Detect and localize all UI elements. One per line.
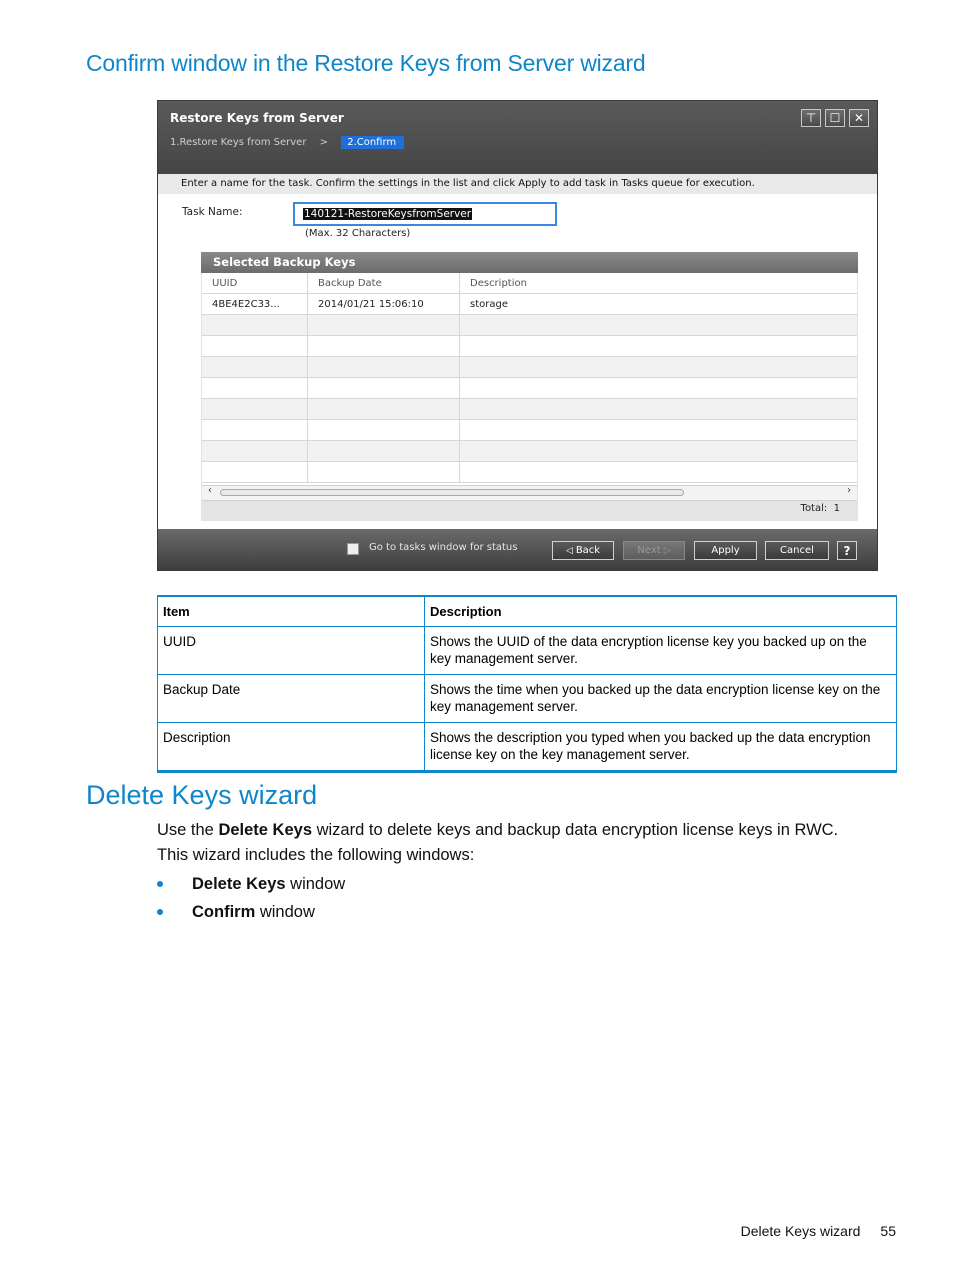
backup-keys-grid [202, 273, 857, 485]
window-body [158, 174, 877, 529]
task-name-hint: (Max. 32 Characters) [305, 228, 411, 239]
grid-empty-row [202, 399, 857, 420]
table-cell-description: Shows the UUID of the data encryption license key you backed up on the key management server. [425, 627, 897, 675]
task-name-input[interactable] [293, 202, 557, 226]
apply-button[interactable]: Apply [694, 541, 757, 560]
intro-paragraph: Use the Delete Keys wizard to delete keys and backup data encryption license keys in RWC. This wizard includes the following windows: [157, 821, 839, 864]
footer-section: Delete Keys wizard [740, 1223, 861, 1239]
chevron-left-icon: ◁ [565, 545, 573, 556]
table-header-row [158, 596, 897, 627]
task-name-label: Task Name: [182, 206, 243, 218]
total-count [801, 503, 840, 514]
back-button[interactable]: ◁ Back [552, 541, 614, 560]
pin-icon[interactable]: ⊤ [801, 109, 821, 127]
next-button[interactable]: Next ▷ [623, 541, 685, 560]
bullet-icon [157, 881, 163, 887]
cell-description: storage [470, 299, 508, 310]
grid-empty-row [202, 315, 857, 336]
grid-empty-row [202, 441, 857, 462]
bullet-icon [157, 909, 163, 915]
help-icon[interactable]: ? [837, 541, 857, 560]
chevron-right-icon: ▷ [663, 545, 671, 556]
grid-title: Selected Backup Keys [201, 252, 858, 273]
scroll-right-icon[interactable]: › [845, 485, 852, 496]
column-header-backup-date[interactable]: Backup Date [308, 273, 460, 294]
table-row [158, 675, 897, 723]
total-label: Total: [800, 503, 828, 514]
close-icon[interactable]: ✕ [849, 109, 869, 127]
intro-bold: Delete Keys [218, 821, 313, 839]
table-header-description: Description [425, 596, 897, 627]
go-to-tasks-label: Go to tasks window for status [369, 542, 518, 553]
list-item: Confirm window [157, 900, 345, 928]
table-cell-description: Shows the time when you backed up the data encryption license key on the key management server. [425, 675, 897, 723]
grid-empty-row [202, 378, 857, 399]
cell-backup-date: 2014/01/21 15:06:10 [308, 294, 460, 315]
windows-list [157, 872, 345, 928]
cell-uuid: 4BE4E2C33... [202, 294, 308, 315]
page-number: 55 [880, 1223, 896, 1239]
column-header-uuid[interactable]: UUID [202, 273, 308, 294]
window-title-bar [158, 101, 877, 174]
instruction-text: Enter a name for the task. Confirm the settings in the list and click Apply to add task in Tasks queue for execution. [158, 174, 877, 194]
task-name-value: 140121-RestoreKeysfromServer [304, 208, 472, 220]
intro-line-2: This wizard includes the following windows: [157, 846, 475, 864]
table-cell-item: Backup Date [158, 675, 425, 723]
grid-empty-row [202, 462, 857, 483]
breadcrumb [170, 137, 404, 148]
grid-row[interactable] [202, 294, 857, 315]
grid-empty-row [202, 357, 857, 378]
table-cell-item: Description [158, 723, 425, 772]
table-cell-description: Shows the description you typed when you backed up the data encryption license key on the key management server. [425, 723, 897, 772]
table-header-item: Item [158, 596, 425, 627]
table-cell-item: UUID [158, 627, 425, 675]
maximize-icon[interactable]: ☐ [825, 109, 845, 127]
breadcrumb-separator: > [319, 137, 329, 148]
total-value: 1 [833, 503, 840, 514]
grid-header-row [202, 273, 857, 294]
grid-empty-row [202, 336, 857, 357]
restore-keys-window [157, 100, 878, 571]
scrollbar-thumb[interactable] [220, 489, 684, 496]
column-header-description[interactable]: Description [470, 278, 527, 289]
selected-backup-keys-panel [201, 252, 858, 521]
cancel-button[interactable]: Cancel [765, 541, 829, 560]
window-footer [158, 529, 877, 570]
window-title: Restore Keys from Server [170, 111, 344, 125]
horizontal-scrollbar[interactable] [202, 485, 857, 501]
item-description-table [157, 595, 897, 773]
list-item: Delete Keys window [157, 872, 345, 900]
section-heading: Confirm window in the Restore Keys from Server wizard [86, 50, 646, 76]
go-to-tasks-checkbox[interactable] [347, 543, 359, 555]
table-row [158, 627, 897, 675]
delete-keys-heading: Delete Keys wizard [86, 780, 318, 810]
grid-empty-row [202, 420, 857, 441]
page-footer [741, 1223, 896, 1239]
breadcrumb-step-1[interactable]: 1.Restore Keys from Server [170, 137, 307, 148]
scroll-left-icon[interactable]: ‹ [207, 485, 214, 496]
table-row [158, 723, 897, 772]
breadcrumb-step-2[interactable]: 2.Confirm [341, 136, 404, 149]
window-controls [801, 109, 869, 127]
